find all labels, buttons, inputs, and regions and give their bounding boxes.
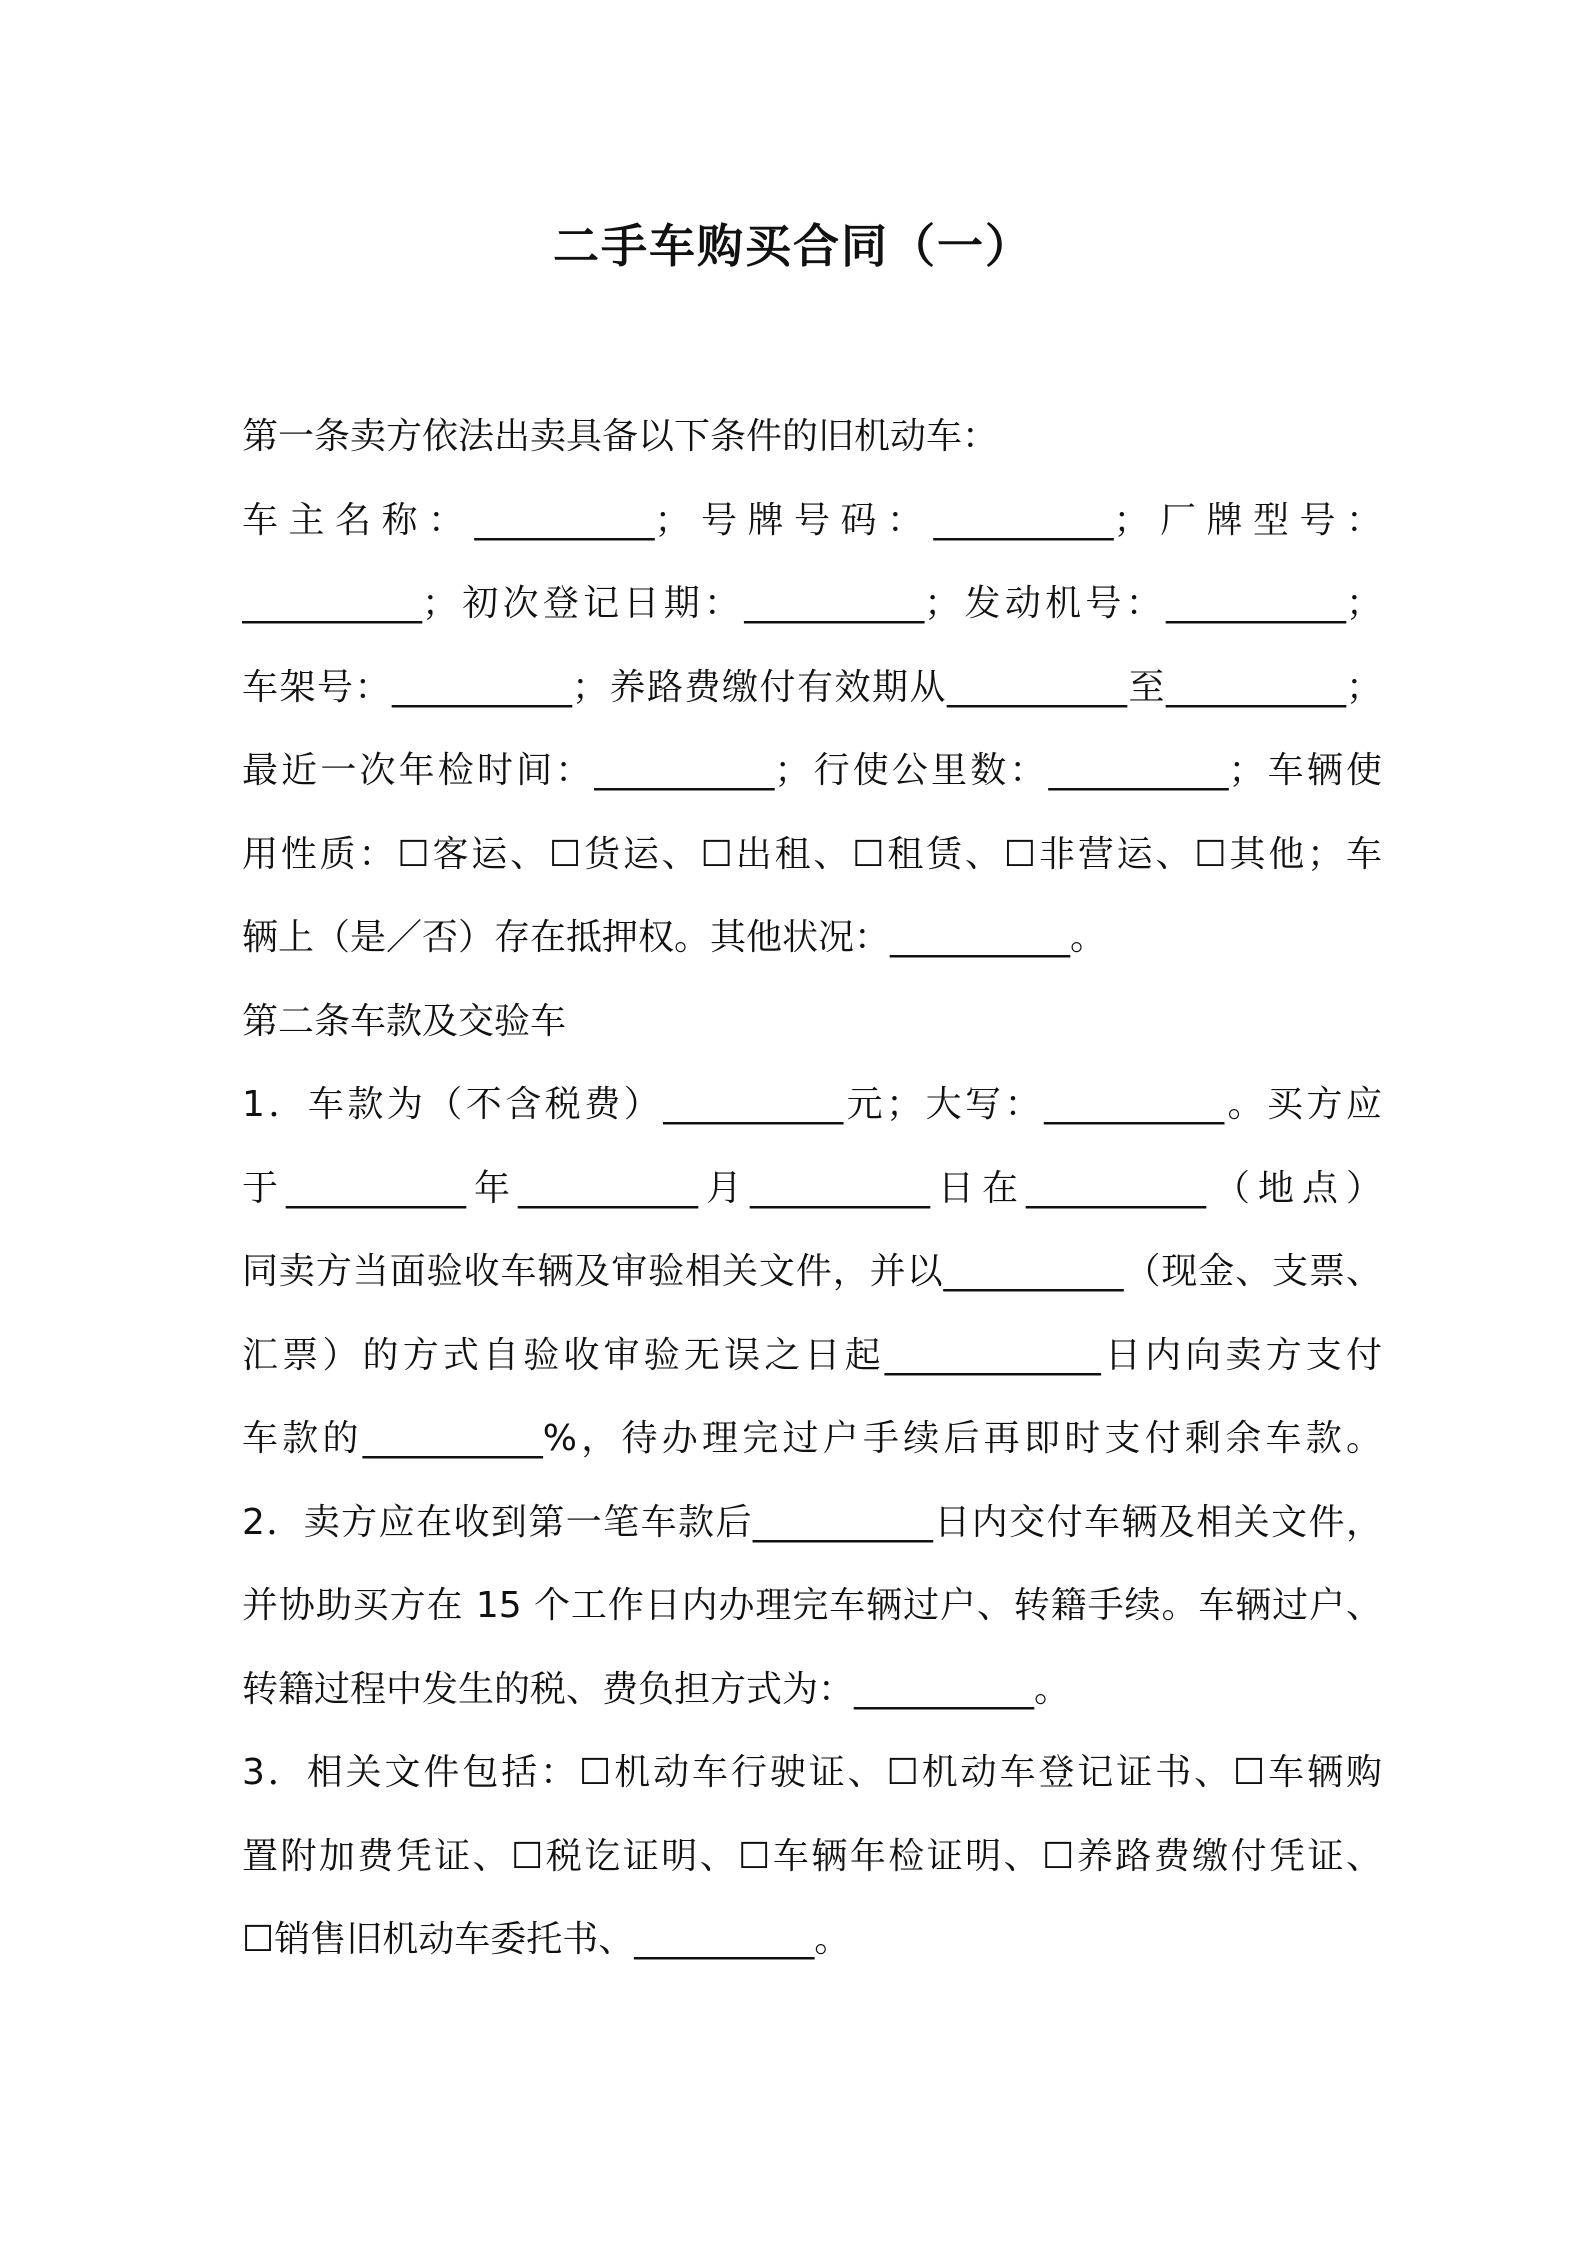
- clause-1-line: 车主名称：__________；号牌号码：__________；厂牌型号：: [242, 499, 1382, 541]
- clause-1-line: __________；初次登记日期：__________；发动机号：__________；: [242, 583, 1382, 624]
- clause-2-item-3-line: 3．相关文件包括：☐机动车行驶证、☐机动车登记证书、☐车辆购: [242, 1752, 1382, 1793]
- document-title: 二手车购买合同（一）: [553, 219, 1033, 273]
- clause-1-heading: 第一条卖方依法出卖具备以下条件的旧机动车：: [242, 416, 999, 457]
- clause-2-item-1-line: 车款的__________%，待办理完过户手续后再即时支付剩余车款。: [242, 1418, 1382, 1459]
- clause-2-item-1-line: 汇票）的方式自验收审验无误之日起____________日内向卖方支付: [242, 1334, 1382, 1376]
- clause-1-line: 用性质：☐客运、☐货运、☐出租、☐租赁、☐非营运、☐其他；车: [242, 833, 1382, 875]
- clause-1-line: 辆上（是／否）存在抵押权。其他状况：__________。: [242, 917, 1107, 958]
- clause-2-item-1-line: 1．车款为（不含税费）__________元；大写：__________。买方应: [242, 1084, 1382, 1125]
- clause-2-item-3-line: 置附加费凭证、☐税讫证明、☐车辆年检证明、☐养路费缴付凭证、: [242, 1835, 1382, 1877]
- clause-2-heading: 第二条车款及交验车: [242, 1000, 567, 1042]
- clause-2-item-2-line: 转籍过程中发生的税、费负担方式为：__________。: [242, 1668, 1071, 1710]
- clause-2-item-1-line: 同卖方当面验收车辆及审验相关文件，并以__________（现金、支票、: [242, 1251, 1382, 1292]
- clause-2-item-2-line: 2．卖方应在收到第一笔车款后__________日内交付车辆及相关文件，: [242, 1501, 1382, 1543]
- clause-2-item-3-line: ☐销售旧机动车委托书、__________。: [242, 1919, 851, 1960]
- clause-2-item-1-line: 于__________年__________月__________日在__________（地点）: [242, 1167, 1382, 1209]
- document-body: [242, 395, 1382, 1982]
- clause-1-line: 最近一次年检时间：__________；行使公里数：__________；车辆使: [242, 750, 1382, 791]
- clause-1-line: 车架号：__________；养路费缴付有效期从__________至__________；: [242, 666, 1382, 708]
- clause-2-item-2-line: 并协助买方在 15 个工作日内办理完车辆过户、转籍手续。车辆过户、: [242, 1585, 1382, 1626]
